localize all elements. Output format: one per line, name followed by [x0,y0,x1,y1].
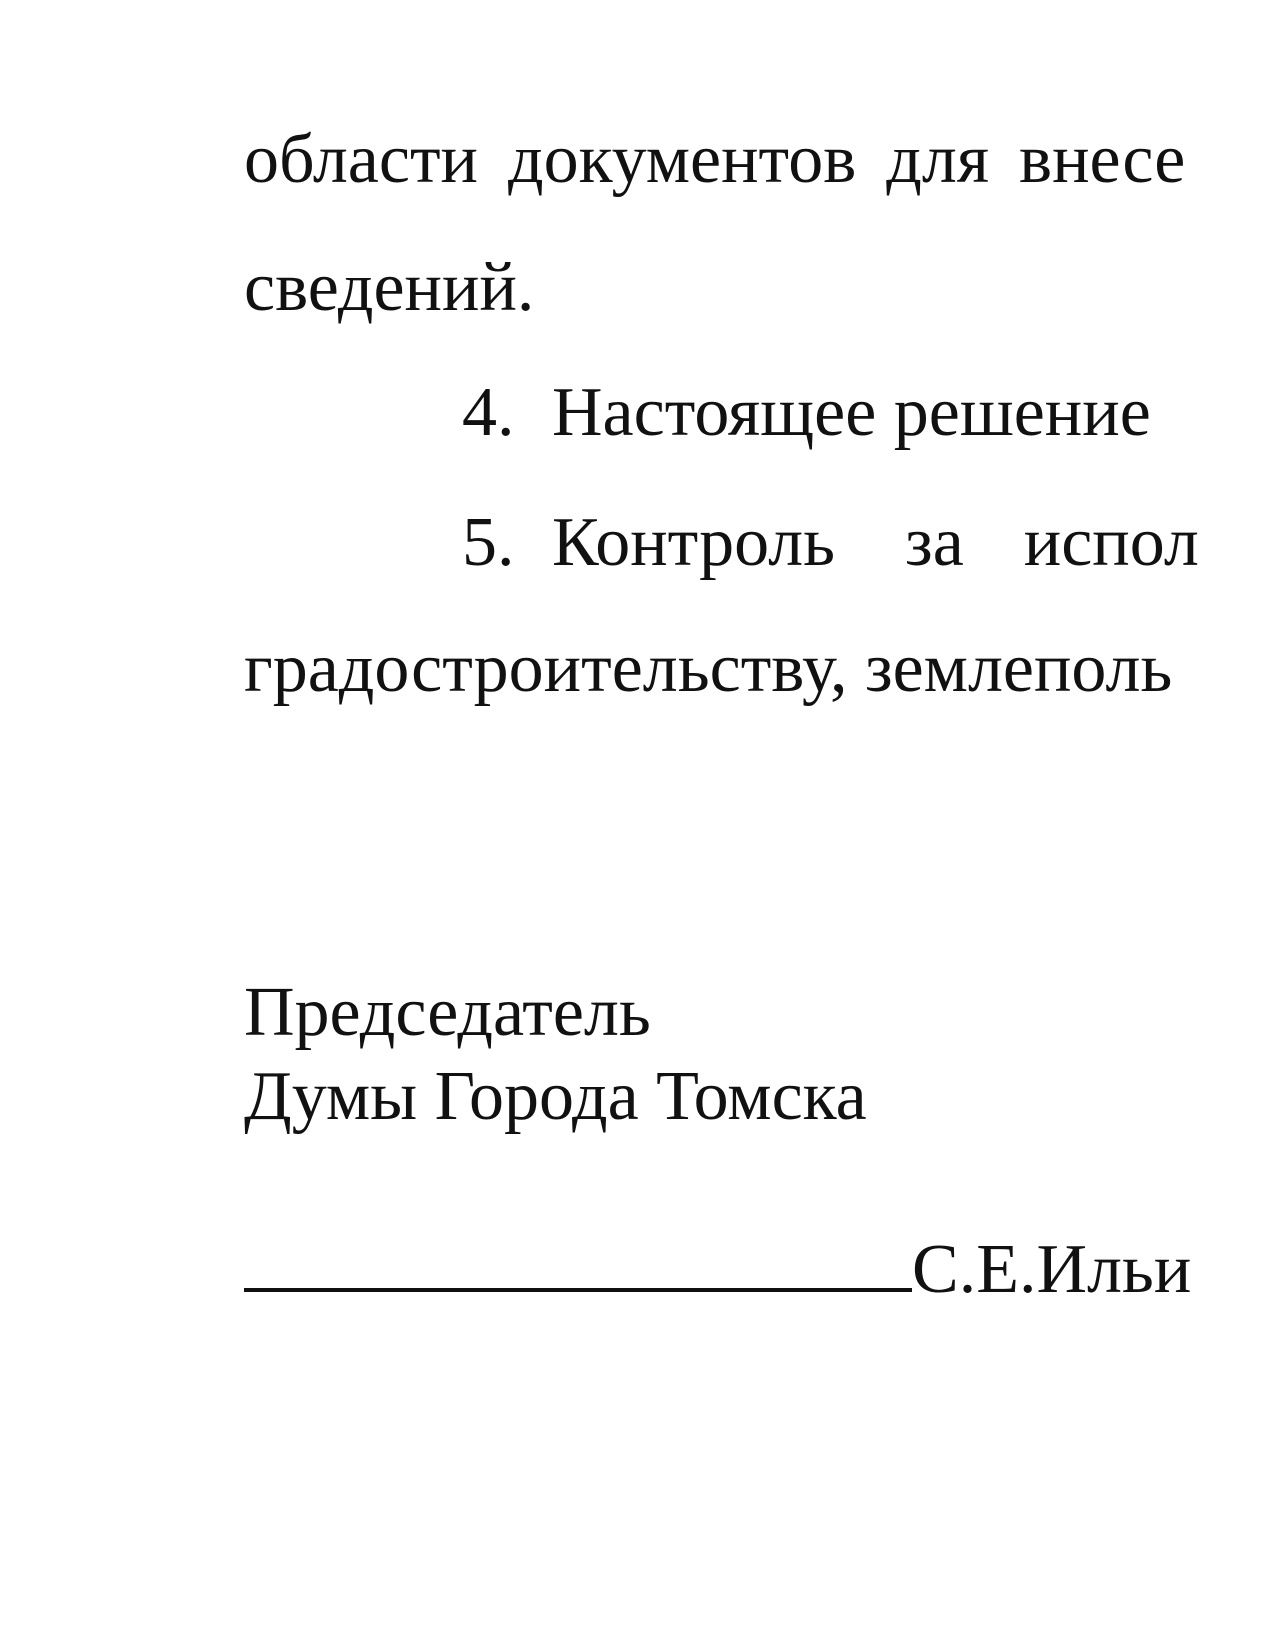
word: области [244,121,478,198]
word: испол [1023,504,1199,581]
list-item-5 [462,504,1199,581]
signature-block [244,1228,1192,1308]
signature-title-line-1: Председатель [244,974,651,1051]
signature-line [244,1228,912,1292]
paragraph-line-2: сведений. [244,249,535,326]
paragraph-line-5: градостроительству, землеполь [244,630,1173,707]
word: за [905,504,964,581]
list-item-text: Настоящее решение [552,374,1151,451]
signature-title-line-2: Думы Города Томска [244,1058,867,1135]
word: для [886,121,990,198]
list-item-number: 4. [462,374,515,451]
list-item-4 [462,374,1151,451]
word: внесе [1019,121,1186,198]
signatory-name: С.Е.Ильи [912,1231,1192,1308]
paragraph-line-1 [244,121,1186,198]
list-item-number: 5. [462,504,515,581]
word: Контроль [552,504,836,581]
word: документов [508,121,857,198]
